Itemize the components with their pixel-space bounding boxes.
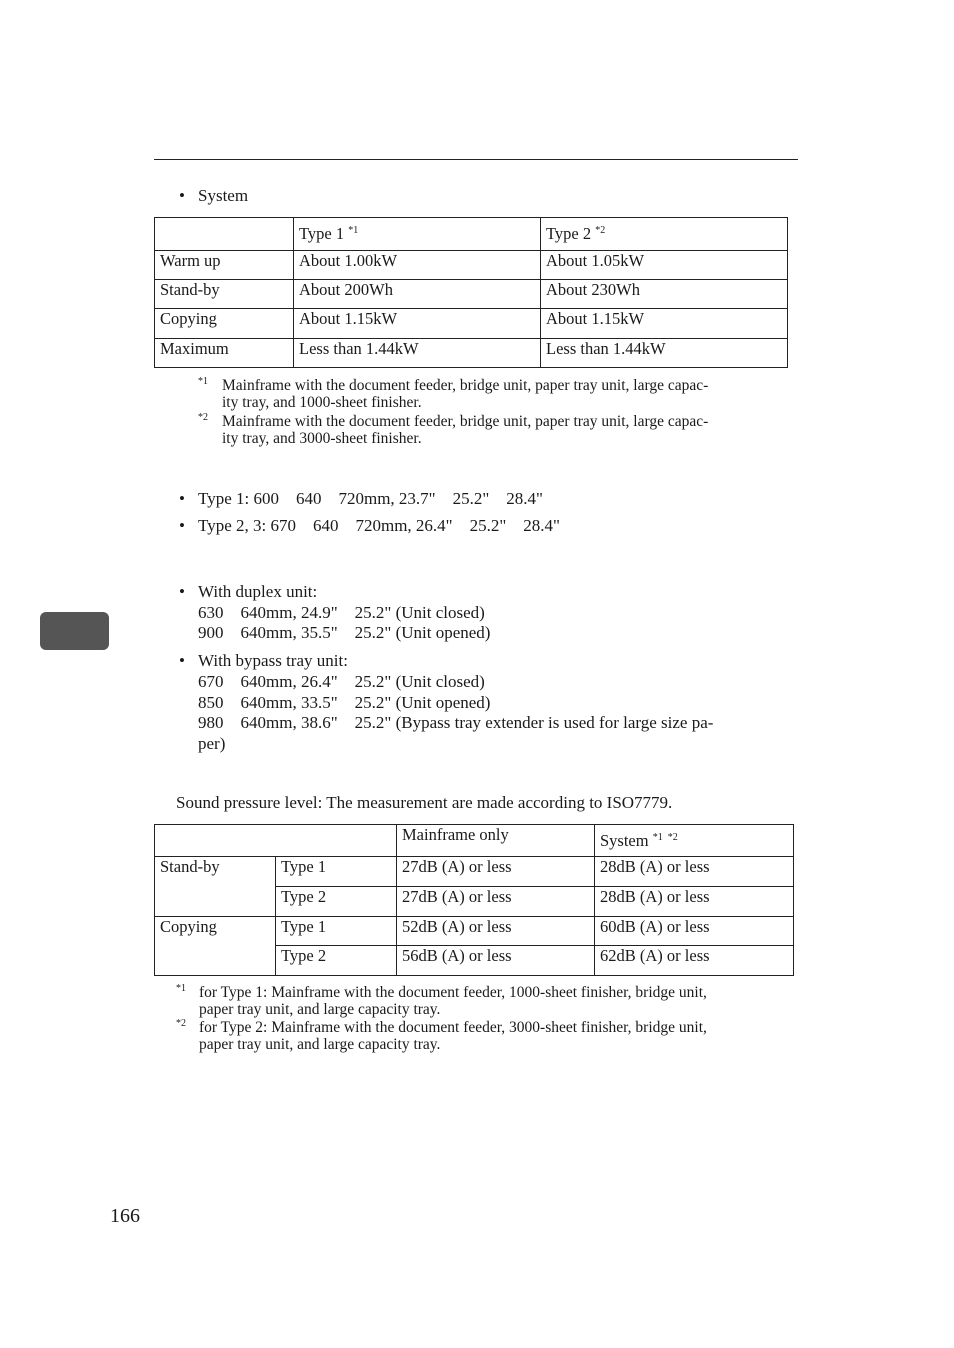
footnote-mark: *2 <box>176 1018 186 1029</box>
table-cell: Stand-by <box>155 280 294 309</box>
group-label-standby: Stand-by <box>155 857 276 917</box>
table-cell: About 1.15kW <box>294 309 541 339</box>
footnote-text: Mainframe with the document feeder, bridge unit, paper tray unit, large capac- <box>222 413 709 430</box>
footnote-ref: *1 <box>348 225 359 236</box>
table-row <box>155 917 794 946</box>
table-cell: Copying <box>155 309 294 339</box>
header-cell-system <box>595 825 794 857</box>
table-cell: Maximum <box>155 339 294 368</box>
footnote-text: Mainframe with the document feeder, bridge unit, paper tray unit, large capac- <box>222 377 709 394</box>
group-label-copying: Copying <box>155 917 276 976</box>
noise-table <box>154 824 794 976</box>
bypass-line: per) <box>198 733 226 753</box>
table-cell: Less than 1.44kW <box>541 339 788 368</box>
power-bullet-list <box>176 186 248 206</box>
header-cell-mainframe: Mainframe only <box>397 825 595 857</box>
bypass-line: 850 640mm, 33.5" 25.2" (Unit opened) <box>198 692 491 712</box>
bypass-label: • With bypass tray unit: <box>198 651 348 671</box>
table-cell: 52dB (A) or less <box>397 917 595 946</box>
table-row <box>155 339 788 368</box>
table-cell: Type 1 <box>276 917 397 946</box>
header-label: Type 2 <box>546 224 592 243</box>
table-cell: About 1.05kW <box>541 251 788 280</box>
table-cell: About 200Wh <box>294 280 541 309</box>
footnote-mark: *1 <box>176 983 186 994</box>
dimensions-list <box>176 489 560 536</box>
page-number: 166 <box>110 1205 140 1227</box>
footnote-ref: *2 <box>595 225 606 236</box>
header-cell-type1 <box>294 218 541 251</box>
table-cell: About 1.15kW <box>541 309 788 339</box>
table-cell: 28dB (A) or less <box>595 887 794 917</box>
header-label: Type 1 <box>299 224 345 243</box>
footnote-mark: *1 <box>198 376 208 387</box>
table-cell: About 1.00kW <box>294 251 541 280</box>
header-cell-empty <box>155 825 397 857</box>
footnote-text: ity tray, and 1000-sheet finisher. <box>222 394 422 411</box>
table-cell: About 230Wh <box>541 280 788 309</box>
noise-footnote-2 <box>176 1019 804 1053</box>
header-label: System <box>600 830 649 850</box>
bypass-item <box>176 651 801 755</box>
table-cell: 27dB (A) or less <box>397 857 595 887</box>
footnote-text: ity tray, and 3000-sheet finisher. <box>222 430 422 447</box>
header-cell-type2 <box>541 218 788 251</box>
table-cell: Type 2 <box>276 946 397 976</box>
power-system-bullet: • System <box>176 186 248 206</box>
duplex-line: 630 640mm, 24.9" 25.2" (Unit closed) <box>198 602 485 622</box>
duplex-line: 900 640mm, 35.5" 25.2" (Unit opened) <box>198 623 491 643</box>
table-row <box>155 280 788 309</box>
bypass-line: 670 640mm, 26.4" 25.2" (Unit closed) <box>198 671 485 691</box>
duplex-item <box>176 582 801 644</box>
table-cell: 56dB (A) or less <box>397 946 595 976</box>
table-row <box>155 309 788 339</box>
noise-intro: Sound pressure level: The measurement are made according to ISO7779. <box>176 793 673 812</box>
space-list <box>176 582 801 755</box>
footnote-ref: *1 *2 <box>652 831 678 843</box>
table-cell: 28dB (A) or less <box>595 857 794 887</box>
bypass-line: 980 640mm, 38.6" 25.2" (Bypass tray extender is used for large size pa- <box>198 713 714 733</box>
table-header-row <box>155 825 794 857</box>
table-header-row <box>155 218 788 251</box>
chapter-tab-marker <box>40 612 109 650</box>
footnote-text: for Type 1: Mainframe with the document feeder, 1000-sheet finisher, bridge unit, <box>199 984 707 1001</box>
dimension-type2-3: • Type 2, 3: 670 640 720mm, 26.4" 25.2" 28.4" <box>176 516 560 536</box>
table-row <box>155 857 794 887</box>
header-cell-empty <box>155 218 294 251</box>
footnote-text: for Type 2: Mainframe with the document feeder, 3000-sheet finisher, bridge unit, <box>199 1019 707 1036</box>
footnote-text: paper tray unit, and large capacity tray. <box>199 1036 441 1053</box>
table-cell: Less than 1.44kW <box>294 339 541 368</box>
table-cell: 27dB (A) or less <box>397 887 595 917</box>
power-footnote-1 <box>198 377 803 411</box>
footnote-mark: *2 <box>198 412 208 423</box>
header-rule <box>154 159 798 160</box>
dimension-type1: • Type 1: 600 640 720mm, 23.7" 25.2" 28.4" <box>176 489 560 509</box>
footnote-text: paper tray unit, and large capacity tray. <box>199 1001 441 1018</box>
power-footnote-2 <box>198 413 803 447</box>
table-cell: Type 2 <box>276 887 397 917</box>
duplex-label: • With duplex unit: <box>198 582 318 601</box>
table-cell: 60dB (A) or less <box>595 917 794 946</box>
table-cell: Warm up <box>155 251 294 280</box>
table-cell: Type 1 <box>276 857 397 887</box>
noise-footnote-1 <box>176 984 804 1018</box>
table-cell: 62dB (A) or less <box>595 946 794 976</box>
table-row <box>155 251 788 280</box>
power-table <box>154 217 788 368</box>
